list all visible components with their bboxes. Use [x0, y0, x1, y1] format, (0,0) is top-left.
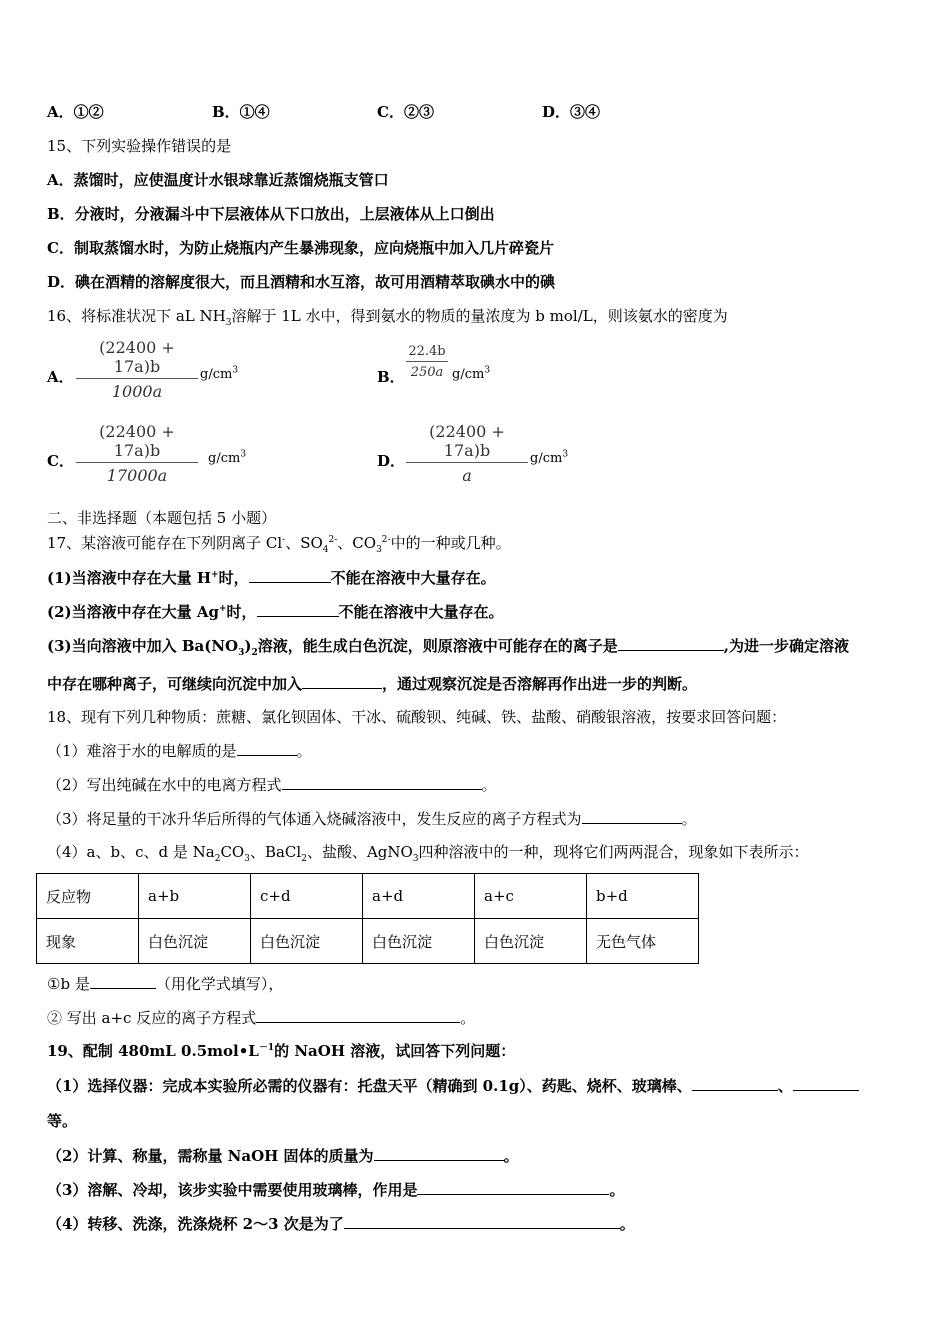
answer-blank[interactable] [793, 1075, 859, 1091]
answer-blank[interactable] [90, 973, 156, 989]
answer-blank[interactable] [237, 740, 297, 756]
q16-fraction-a: $\frac{(22400 + 17a)b}{1000a}$ [76, 338, 198, 401]
q15-option-b: B．分液时，分液漏斗中下层液体从下口放出，上层液体从上口倒出 [47, 205, 495, 223]
q14-option-d: D．③④ [542, 103, 601, 121]
q16-label-c: C． [47, 452, 74, 470]
answer-blank[interactable] [344, 1213, 620, 1229]
table-cell: a+c [475, 874, 587, 919]
q16-label-b: B． [377, 368, 405, 386]
q15-option-d: D．碘在酒精的溶解度很大，而且酒精和水互溶，故可用酒精萃取碘水中的碘 [47, 273, 556, 291]
q18-sub-2: ② 写出 a+c 反应的离子方程式 。 [47, 1009, 476, 1027]
q16-unit-c: $g/cm^3$ [208, 449, 247, 466]
q17-stem: 17、某溶液可能存在下列阴离子 Cl-、$SO_4^{2-}$、$CO_3^{2-}$中的一种或几种。 [47, 534, 511, 555]
table-cell: c+d [251, 874, 363, 919]
q17-part-3-cont: 中存在哪种离子，可继续向沉淀中加入 ，通过观察沉淀是否溶解再作出进一步的判断。 [47, 675, 698, 693]
q15-option-a: A．蒸馏时，应使温度计水银球靠近蒸馏烧瓶支管口 [47, 171, 389, 189]
answer-blank[interactable] [257, 601, 339, 617]
answer-blank[interactable] [282, 774, 482, 790]
q17-part-2: (2)当溶液中存在大量 Ag+时， 不能在溶液中大量存在。 [47, 603, 504, 621]
q17-part-3: (3)当向溶液中加入 $Ba(NO_3)_2$溶液，能生成白色沉淀，则原溶液中可能存在的离子是 ,为进一步确定溶液 [47, 637, 850, 658]
q14-option-b: B．①④ [212, 103, 270, 121]
q16-fraction-d: $\frac{(22400 + 17a)b}{a}$ [406, 422, 528, 485]
q18-part-3: （3）将足量的干冰升华后所得的气体通入烧碱溶液中，发生反应的离子方程式为 。 [47, 810, 697, 828]
answer-blank[interactable] [302, 673, 382, 689]
q14-option-c: C．②③ [377, 103, 434, 121]
section-title: 二、非选择题（本题包括 5 小题） [47, 509, 277, 527]
q19-stem: 19、配制 480mL $0.5mol•L^{-1}$的 NaOH 溶液，试回答下列问题： [47, 1042, 516, 1060]
q16-unit-d: $g/cm^3$ [530, 449, 569, 466]
q19-part-1: （1）选择仪器：完成本实验所必需的仪器有：托盘天平（精确到 0.1g）、药匙、烧杯、玻璃棒、 、 [47, 1075, 859, 1096]
q15-option-c: C．制取蒸馏水时，为防止烧瓶内产生暴沸现象，应向烧瓶中加入几片碎瓷片 [47, 239, 554, 257]
q16-label-d: D． [377, 452, 406, 470]
table-cell: 现象 [37, 919, 139, 964]
q19-part-1-cont: 等。 [47, 1112, 78, 1130]
table-row [37, 874, 699, 919]
q16-unit-b: $g/cm^3$ [452, 365, 491, 382]
table-cell: 白色沉淀 [363, 919, 475, 964]
q16-label-a: A． [47, 368, 74, 386]
reaction-table [36, 873, 699, 964]
table-cell: 白色沉淀 [475, 919, 587, 964]
q19-part-2: （2）计算、称量，需称量 NaOH 固体的质量为 。 [47, 1147, 519, 1165]
table-cell: a+d [363, 874, 475, 919]
q18-part-1: （1）难溶于水的电解质的是 。 [47, 742, 312, 760]
q16-fraction-b: $\frac{22.4b}{250a}$ [406, 344, 448, 380]
q18-stem: 18、现有下列几种物质：蔗糖、氯化钡固体、干冰、硫酸钡、纯碱、铁、盐酸、硝酸银溶液，按要求回答问题： [47, 708, 787, 726]
q16-unit-a: $g/cm^3$ [200, 365, 239, 382]
table-row [37, 919, 699, 964]
answer-blank[interactable] [582, 808, 682, 824]
table-cell: a+b [139, 874, 251, 919]
answer-blank[interactable] [256, 1007, 460, 1023]
answer-blank[interactable] [692, 1075, 778, 1091]
table-cell: 白色沉淀 [139, 919, 251, 964]
q18-part-2: （2）写出纯碱在水中的电离方程式 。 [47, 776, 497, 794]
table-cell: 反应物 [37, 874, 139, 919]
q19-part-4: （4）转移、洗涤，洗涤烧杯 2～3 次是为了 。 [47, 1215, 635, 1233]
q18-sub-1: ①b 是 （用化学式填写）， [47, 975, 284, 993]
table-cell: 无色气体 [587, 919, 699, 964]
q18-part-4: （4）a、b、c、d 是 $Na_2CO_3$、BaCl$_2$、盐酸、AgNO$_3$四种溶液中的一种，现将它们两两混合，现象如下表所示： [47, 843, 809, 864]
table-cell: b+d [587, 874, 699, 919]
q15-stem: 15、下列实验操作错误的是 [47, 137, 232, 155]
answer-blank[interactable] [249, 567, 331, 583]
table-cell: 白色沉淀 [251, 919, 363, 964]
answer-blank[interactable] [618, 635, 724, 651]
answer-blank[interactable] [417, 1179, 609, 1195]
q16-stem: 16、将标准状况下 aL $NH_3$溶解于 1L 水中，得到氨水的物质的量浓度为 b mol/L，则该氨水的密度为 [47, 307, 728, 328]
q17-part-1: (1)当溶液中存在大量 H+时， 不能在溶液中大量存在。 [47, 569, 496, 587]
q19-part-3: （3）溶解、冷却，该步实验中需要使用玻璃棒，作用是 。 [47, 1181, 625, 1199]
q16-fraction-c: $\frac{(22400 + 17a)b}{17000a}$ [76, 422, 198, 485]
answer-blank[interactable] [374, 1145, 504, 1161]
q14-option-a: A．①② [47, 103, 104, 121]
